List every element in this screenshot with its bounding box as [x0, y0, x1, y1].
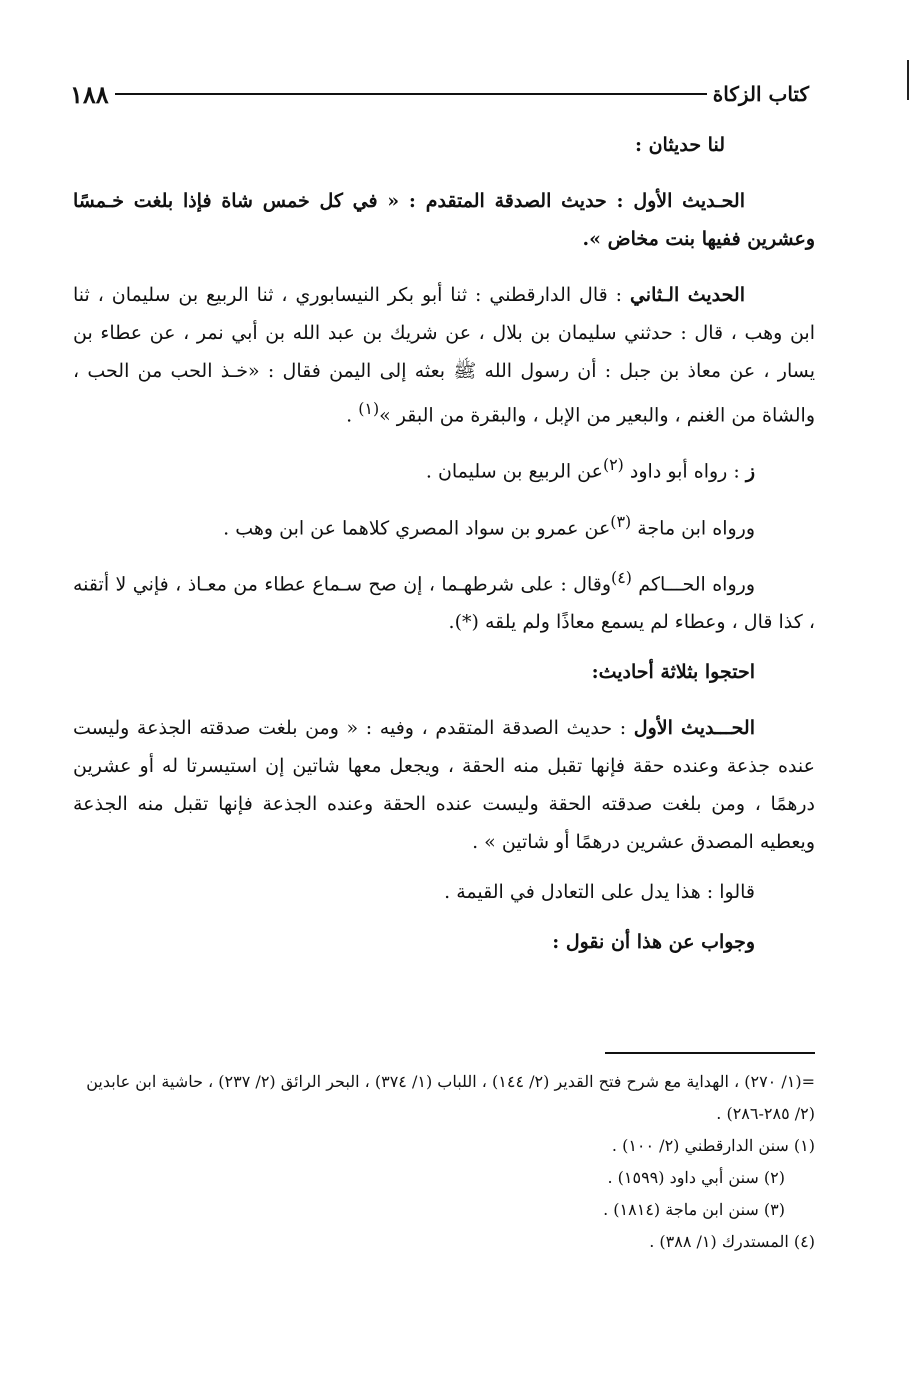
narration-hakim	[73, 559, 815, 641]
footnotes	[80, 1066, 815, 1258]
footnote-1: (١) سنن الدارقطني (٢/ ١٠٠) .	[611, 1136, 815, 1155]
page-edge-mark	[907, 60, 909, 100]
section-heading-theirs: احتجوا بثلاثة أحاديث:	[591, 661, 755, 684]
footnote-4: (٤) المستدرك (١/ ٣٨٨) .	[649, 1232, 815, 1251]
page-number: ١٨٨	[70, 79, 109, 109]
narration-abu-dawud-a: : رواه أبو داود	[623, 460, 746, 483]
zay-mark: ز	[745, 460, 755, 483]
narration-ibn-majah	[73, 503, 815, 547]
narration-ibn-majah-b: عن عمرو بن سواد المصري كلاهما عن ابن وهب .	[223, 516, 611, 539]
header-rule	[115, 93, 707, 95]
section-heading-ours: لنا حديثان :	[634, 134, 725, 156]
hadith-second-heading: الحديث الـثاني	[629, 284, 745, 306]
page-header	[60, 74, 815, 114]
main-text	[73, 126, 815, 961]
hadith-first-heading: الحـديث الأول	[633, 190, 745, 212]
narration-abu-dawud-b: عن الربيع بن سليمان .	[425, 460, 603, 483]
footnote-separator	[605, 1052, 815, 1054]
their-hadith-first-heading: الحـــديث الأول	[633, 717, 755, 740]
hadith-second-paragraph	[73, 276, 815, 434]
hadith-second-text: : قال الدارقطني : ثنا أبو بكر النيسابوري ، ثنا الربيع بن سليمان ، ثنا ابن وهب ، قال : حدثني سليمان بن بلال ، عن شريك بن عبد الله بن أبي نمر ، عن عطاء بن يسار ، عن معاذ بن جبل : أن رسول الله ﷺ بعثه إلى اليمن فقال : «خـذ الحب من الحب ، والشاة من الغنم ، والبعير من الإبل ، والبقرة من البقر »	[73, 284, 815, 427]
footnote-ref-1[interactable]: (١)	[358, 399, 380, 418]
their-argument: قالوا : هذا يدل على التعادل في القيمة .	[444, 881, 755, 904]
hadith-first-text: : حديث الصدقة المتقدم : « في كل خمس شاة فإذا بلغت خـمسًا وعشرين ففيها بنت مخاض ».	[73, 190, 815, 250]
footnote-2: (٢) سنن أبي داود (١٥٩٩) .	[607, 1168, 785, 1187]
narration-hakim-b: وقال : على شرطهـما ، إن صح سـماع عطاء من معـاذ ، فإني لا أتقنه ، كذا قال ، وعطاء لم يسمع معاذًا ولم يلقه (*).	[73, 573, 815, 634]
narration-abu-dawud	[73, 446, 815, 490]
footnote-continuation: =(١/ ٢٧٠) ، الهداية مع شرح فتح القدير (٢/ ١٤٤) ، اللباب (١/ ٣٧٤) ، البحر الرائق (٢/ ٢٣٧) ، حاشية ابن عابدين (٢/ ٢٨٥-٢٨٦) .	[86, 1072, 815, 1123]
narration-ibn-majah-a: ورواه ابن ماجة	[631, 516, 755, 539]
footnote-ref-2[interactable]: (٢)	[602, 455, 624, 475]
footnote-3: (٣) سنن ابن ماجة (١٨١٤) .	[603, 1200, 785, 1219]
narration-hakim-a: ورواه الحـــاكم	[631, 573, 755, 596]
book-title: كتاب الزكاة	[712, 82, 809, 106]
footnote-ref-3[interactable]: (٣)	[610, 511, 632, 531]
response-intro: وجواب عن هذا أن نقول :	[552, 931, 755, 954]
their-hadith-first-paragraph	[73, 709, 815, 861]
their-hadith-first-text: : حديث الصدقة المتقدم ، وفيه : « ومن بلغت صدقته الجذعة وليست عنده جذعة وعنده حقة فإنها تقبل منه الحقة ، ويجعل معها شاتين إن استيسرتا له أو عشرين درهمًا ، ومن بلغت صدقته الحقة وليست عنده الحقة وعنده الجذعة فإنها تقبل منه الجذعة ويعطيه المصدق عشرين درهمًا أو شاتين » .	[73, 717, 815, 854]
hadith-second-end: .	[346, 404, 359, 427]
hadith-first-paragraph	[73, 182, 815, 258]
footnote-ref-4[interactable]: (٤)	[611, 567, 632, 587]
